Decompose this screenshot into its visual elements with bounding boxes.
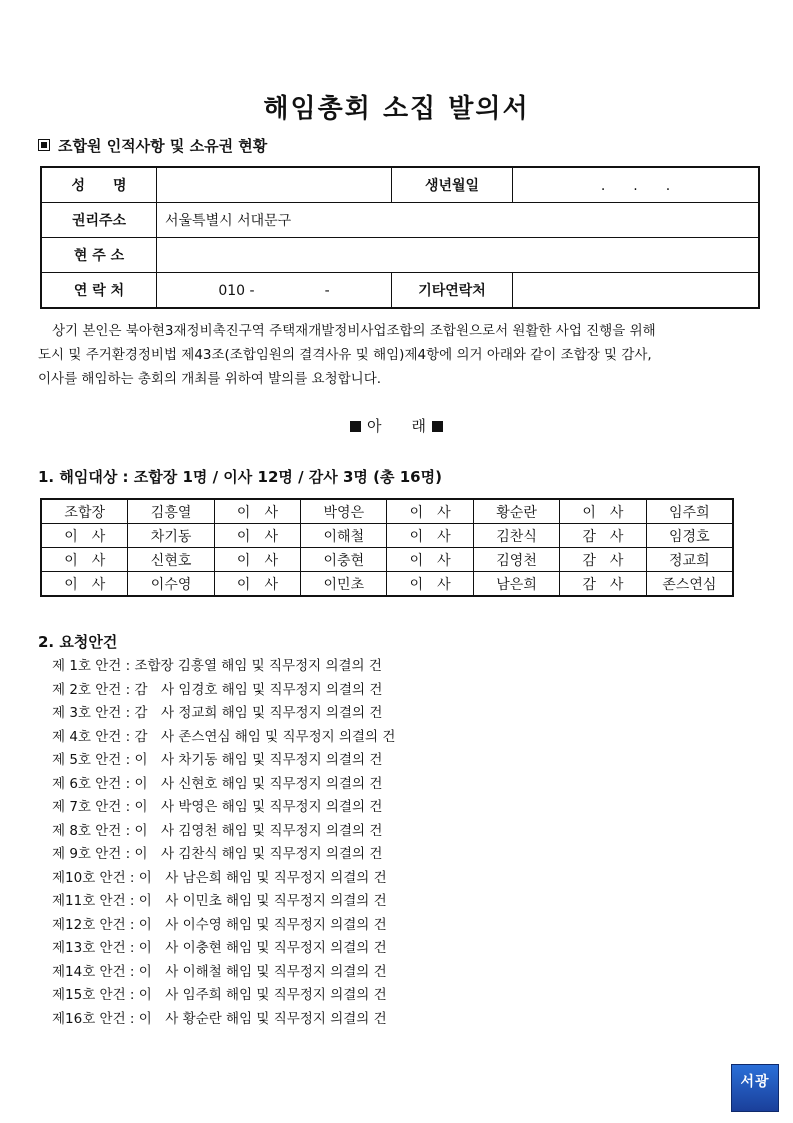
address-row bbox=[41, 203, 759, 238]
name-row bbox=[41, 167, 759, 203]
name-label: 성 명 bbox=[41, 167, 157, 203]
paragraph-line: 도시 및 주거환경정비법 제43조(조합임원의 결격사유 및 해임)제4항에 의거 아래와 같이 조합장 및 감사, bbox=[38, 347, 652, 363]
member-name-cell: 남은희 bbox=[473, 572, 559, 597]
position-cell: 이 사 bbox=[41, 524, 128, 548]
position-cell: 이 사 bbox=[387, 499, 473, 524]
member-name-cell: 이민초 bbox=[301, 572, 387, 597]
member-name-cell: 정교희 bbox=[646, 548, 733, 572]
logo-text: 서광 bbox=[740, 1074, 770, 1090]
member-name-cell: 존스연심 bbox=[646, 572, 733, 597]
position-cell: 이 사 bbox=[214, 499, 300, 524]
black-square-icon bbox=[432, 421, 443, 432]
agenda-item: 제 2호 안건 : 감 사 임경호 해임 및 직무정지 의결의 건 bbox=[52, 681, 383, 698]
table-row bbox=[41, 499, 733, 524]
member-name-cell: 이충현 bbox=[301, 548, 387, 572]
section-heading-text: 조합원 인적사항 및 소유권 현황 bbox=[58, 137, 268, 155]
position-cell: 조합장 bbox=[41, 499, 128, 524]
member-name-cell: 임주희 bbox=[646, 499, 733, 524]
agenda-item: 제12호 안건 : 이 사 이수영 해임 및 직무정지 의결의 건 bbox=[52, 916, 387, 933]
agenda-item: 제13호 안건 : 이 사 이충현 해임 및 직무정지 의결의 건 bbox=[52, 940, 387, 956]
table-row bbox=[41, 572, 733, 597]
position-cell: 감 사 bbox=[560, 572, 646, 597]
member-info-table bbox=[40, 166, 760, 309]
table-row bbox=[41, 548, 733, 572]
member-name-cell: 차기동 bbox=[128, 524, 214, 548]
current-address-field[interactable] bbox=[157, 238, 760, 273]
position-cell: 감 사 bbox=[560, 548, 646, 572]
position-cell: 이 사 bbox=[387, 524, 473, 548]
current-address-label: 현 주 소 bbox=[41, 238, 157, 273]
member-name-cell: 이수영 bbox=[128, 572, 214, 597]
targets-heading: 1. 해임대상 : 조합장 1명 / 이사 12명 / 감사 3명 (총 16명) bbox=[38, 468, 442, 486]
position-cell: 이 사 bbox=[41, 548, 128, 572]
member-name-cell: 이해철 bbox=[301, 524, 387, 548]
agenda-item: 제 5호 안건 : 이 사 차기동 해임 및 직무정지 의결의 건 bbox=[52, 752, 383, 768]
request-paragraph bbox=[38, 319, 756, 391]
member-name-cell: 황순란 bbox=[473, 499, 559, 524]
member-name-cell: 김영천 bbox=[473, 548, 559, 572]
table-row bbox=[41, 524, 733, 548]
section-heading-member-info bbox=[38, 135, 267, 156]
birth-field[interactable]: . . . bbox=[513, 167, 760, 203]
contact-label: 연 락 처 bbox=[41, 273, 157, 309]
position-cell: 이 사 bbox=[560, 499, 646, 524]
position-cell: 이 사 bbox=[387, 572, 473, 597]
member-name-cell: 신현호 bbox=[128, 548, 214, 572]
agenda-item: 제16호 안건 : 이 사 황순란 해임 및 직무정지 의결의 건 bbox=[52, 1010, 387, 1027]
black-square-icon bbox=[350, 421, 361, 432]
agenda-list bbox=[52, 655, 395, 1031]
paragraph-line: 상기 본인은 북아현3재정비촉진구역 주택재개발정비사업조합의 조합원으로서 원활한 사업 진행을 위해 bbox=[52, 323, 656, 339]
position-cell: 이 사 bbox=[214, 548, 300, 572]
agenda-item: 제14호 안건 : 이 사 이해철 해임 및 직무정지 의결의 건 bbox=[52, 963, 387, 980]
current-address-row bbox=[41, 238, 759, 273]
contact-row bbox=[41, 273, 759, 309]
position-cell: 이 사 bbox=[214, 572, 300, 597]
agenda-item: 제 6호 안건 : 이 사 신현호 해임 및 직무정지 의결의 건 bbox=[52, 775, 383, 792]
agenda-item: 제 9호 안건 : 이 사 김찬식 해임 및 직무정지 의결의 건 bbox=[52, 846, 383, 862]
filled-square-box-icon bbox=[38, 139, 50, 151]
paragraph-line: 이사를 해임하는 총회의 개최를 위하여 발의를 요청합니다. bbox=[38, 371, 382, 387]
member-name-cell: 임경호 bbox=[646, 524, 733, 548]
member-name-cell: 김찬식 bbox=[473, 524, 559, 548]
contact-field[interactable]: 010 - - bbox=[157, 273, 392, 309]
member-name-cell: 박영은 bbox=[301, 499, 387, 524]
agenda-item: 제 4호 안건 : 감 사 존스연심 해임 및 직무정지 의결의 건 bbox=[52, 728, 396, 745]
agenda-item: 제15호 안건 : 이 사 임주희 해임 및 직무정지 의결의 건 bbox=[52, 987, 387, 1003]
agenda-item: 제 3호 안건 : 감 사 정교희 해임 및 직무정지 의결의 건 bbox=[52, 705, 383, 721]
position-cell: 이 사 bbox=[214, 524, 300, 548]
below-heading-text: 아 래 bbox=[367, 417, 426, 435]
dismissal-targets-table bbox=[40, 498, 734, 597]
other-contact-label: 기타연락처 bbox=[392, 273, 513, 309]
agenda-item: 제 7호 안건 : 이 사 박영은 해임 및 직무정지 의결의 건 bbox=[52, 799, 383, 815]
agenda-item: 제 1호 안건 : 조합장 김흥열 해임 및 직무정지 의결의 건 bbox=[52, 658, 382, 674]
address-field[interactable]: 서울특별시 서대문구 bbox=[157, 203, 760, 238]
agenda-heading: 2. 요청안건 bbox=[38, 633, 118, 651]
document-title: 해임총회 소집 발의서 bbox=[263, 94, 530, 124]
below-heading bbox=[0, 415, 793, 436]
agenda-item: 제 8호 안건 : 이 사 김영천 해임 및 직무정지 의결의 건 bbox=[52, 822, 383, 839]
position-cell: 감 사 bbox=[560, 524, 646, 548]
member-name-cell: 김흥열 bbox=[128, 499, 214, 524]
other-contact-field[interactable] bbox=[513, 273, 760, 309]
agenda-item: 제10호 안건 : 이 사 남은희 해임 및 직무정지 의결의 건 bbox=[52, 869, 387, 886]
birth-label: 생년월일 bbox=[392, 167, 513, 203]
address-label: 권리주소 bbox=[41, 203, 157, 238]
position-cell: 이 사 bbox=[387, 548, 473, 572]
seogwang-logo bbox=[731, 1064, 779, 1112]
agenda-item: 제11호 안건 : 이 사 이민초 해임 및 직무정지 의결의 건 bbox=[52, 893, 387, 909]
position-cell: 이 사 bbox=[41, 572, 128, 597]
name-field[interactable] bbox=[157, 167, 392, 203]
